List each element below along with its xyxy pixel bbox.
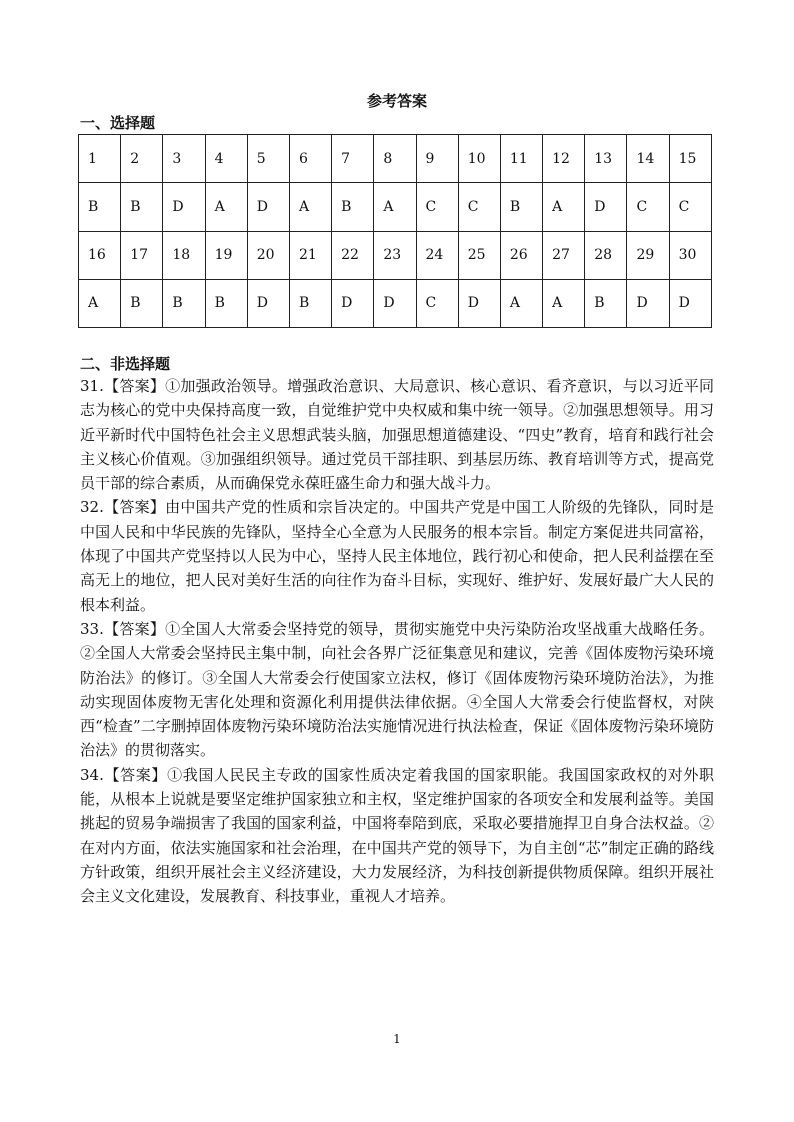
table-cell: 25 [458,231,500,279]
table-cell: 14 [627,135,669,183]
table-cell: 10 [458,135,500,183]
table-cell: A [205,183,247,231]
table-cell: 13 [585,135,627,183]
table-cell: 20 [247,231,289,279]
table-cell: D [247,279,289,327]
table-cell: 1 [79,135,121,183]
table-cell: C [458,183,500,231]
table-cell: B [289,279,331,327]
table-cell: D [374,279,416,327]
answer-table [78,134,712,328]
table-row [79,279,712,327]
answer-33: 33.【答案】①全国人大常委会坚持党的领导，贯彻实施党中央污染防治攻坚战重大战略任务。②全国人大常委会坚持民主集中制，向社会各界广泛征集意见和建议，完善《固体废物污染环境防治法》的修订。③全国人大常委会行使国家立法权，修订《固体废物污染环境防治法》，为推动实现固体废物无害化处理和资源化利用提供法律依据。④全国人大常委会行使监督权，对陕西“检查”二字删掉固体废物污染环境防治法实施情况进行执法检查，保证《固体废物污染环境防治法》的贯彻落实。 [80,619,714,760]
table-row [79,135,712,183]
table-cell: A [289,183,331,231]
table-cell: D [627,279,669,327]
table-cell: 17 [121,231,163,279]
table-cell: D [247,183,289,231]
answer-32: 32.【答案】由中国共产党的性质和宗旨决定的。中国共产党是中国工人阶级的先锋队，同时是中国人民和中华民族的先锋队，坚持全心全意为人民服务的根本宗旨。制定方案促进共同富裕，体现了中国共产党坚持以人民为中心，坚持人民主体地位，践行初心和使命，把人民利益摆在至高无上的地位，把人民对美好生活的向往作为奋斗目标，实现好、维护好、发展好最广大人民的根本利益。 [80,498,714,614]
table-cell: B [163,279,205,327]
answer-34: 34.【答案】①我国人民民主专政的国家性质决定着我国的国家职能。我国国家政权的对外职能，从根本上说就是要坚定维护国家独立和主权，坚定维护国家的各项安全和发展利益等。美国挑起的贸易争端损害了我国的国家利益，中国将奉陪到底，采取必要措施捍卫自身合法权益。②在对内方面，依法实施国家和社会治理，在中国共产党的领导下，为自主创“芯”制定正确的路线方针政策，组织开展社会主义经济建设，大力发展经济，为科技创新提供物质保障。组织开展社会主义文化建设，发展教育、科技事业，重视人才培养。 [80,765,714,906]
table-cell: B [585,279,627,327]
table-cell: A [79,279,121,327]
table-cell: 9 [416,135,458,183]
table-cell: 18 [163,231,205,279]
page-title: 参考答案 [366,92,427,110]
table-cell: B [500,183,542,231]
table-cell: B [121,279,163,327]
table-cell: D [332,279,374,327]
answers-body [80,374,714,909]
table-cell: B [79,183,121,231]
table-cell: 30 [669,231,711,279]
table-cell: A [543,183,585,231]
table-cell: A [374,183,416,231]
table-cell: B [205,279,247,327]
table-cell: A [543,279,585,327]
table-cell: B [121,183,163,231]
table-cell: 29 [627,231,669,279]
table-cell: 4 [205,135,247,183]
table-cell: D [163,183,205,231]
answer-31: 31.【答案】①加强政治领导。增强政治意识、大局意识、核心意识、看齐意识，与以习近平同志为核心的党中央保持高度一致，自觉维护党中央权威和集中统一领导。②加强思想领导。用习近平新时代中国特色社会主义思想武装头脑，加强思想道德建设、“四史”教育，培育和践行社会主义核心价值观。③加强组织领导。通过党员干部挂职、到基层历练、教育培训等方式，提高党员干部的综合素质，从而确保党永葆旺盛生命力和强大战斗力。 [80,377,714,493]
section-heading-choice: 一、选择题 [80,114,156,132]
table-cell: 3 [163,135,205,183]
table-cell: 12 [543,135,585,183]
table-cell: 22 [332,231,374,279]
table-cell: 24 [416,231,458,279]
table-row [79,183,712,231]
table-cell: 8 [374,135,416,183]
table-cell: 21 [289,231,331,279]
table-cell: 7 [332,135,374,183]
table-cell: D [669,279,711,327]
table-cell: C [416,279,458,327]
table-cell: 5 [247,135,289,183]
page-number: 1 [393,1032,401,1046]
table-cell: A [500,279,542,327]
table-cell: B [332,183,374,231]
table-cell: D [585,183,627,231]
table-cell: 2 [121,135,163,183]
table-cell: 16 [79,231,121,279]
table-row [79,231,712,279]
table-cell: C [416,183,458,231]
table-cell: C [669,183,711,231]
table-cell: 19 [205,231,247,279]
table-cell: 6 [289,135,331,183]
table-cell: 27 [543,231,585,279]
table-cell: C [627,183,669,231]
section-heading-nonchoice: 二、非选择题 [80,355,171,373]
table-cell: 26 [500,231,542,279]
table-cell: D [458,279,500,327]
table-cell: 11 [500,135,542,183]
table-cell: 15 [669,135,711,183]
table-cell: 28 [585,231,627,279]
table-cell: 23 [374,231,416,279]
